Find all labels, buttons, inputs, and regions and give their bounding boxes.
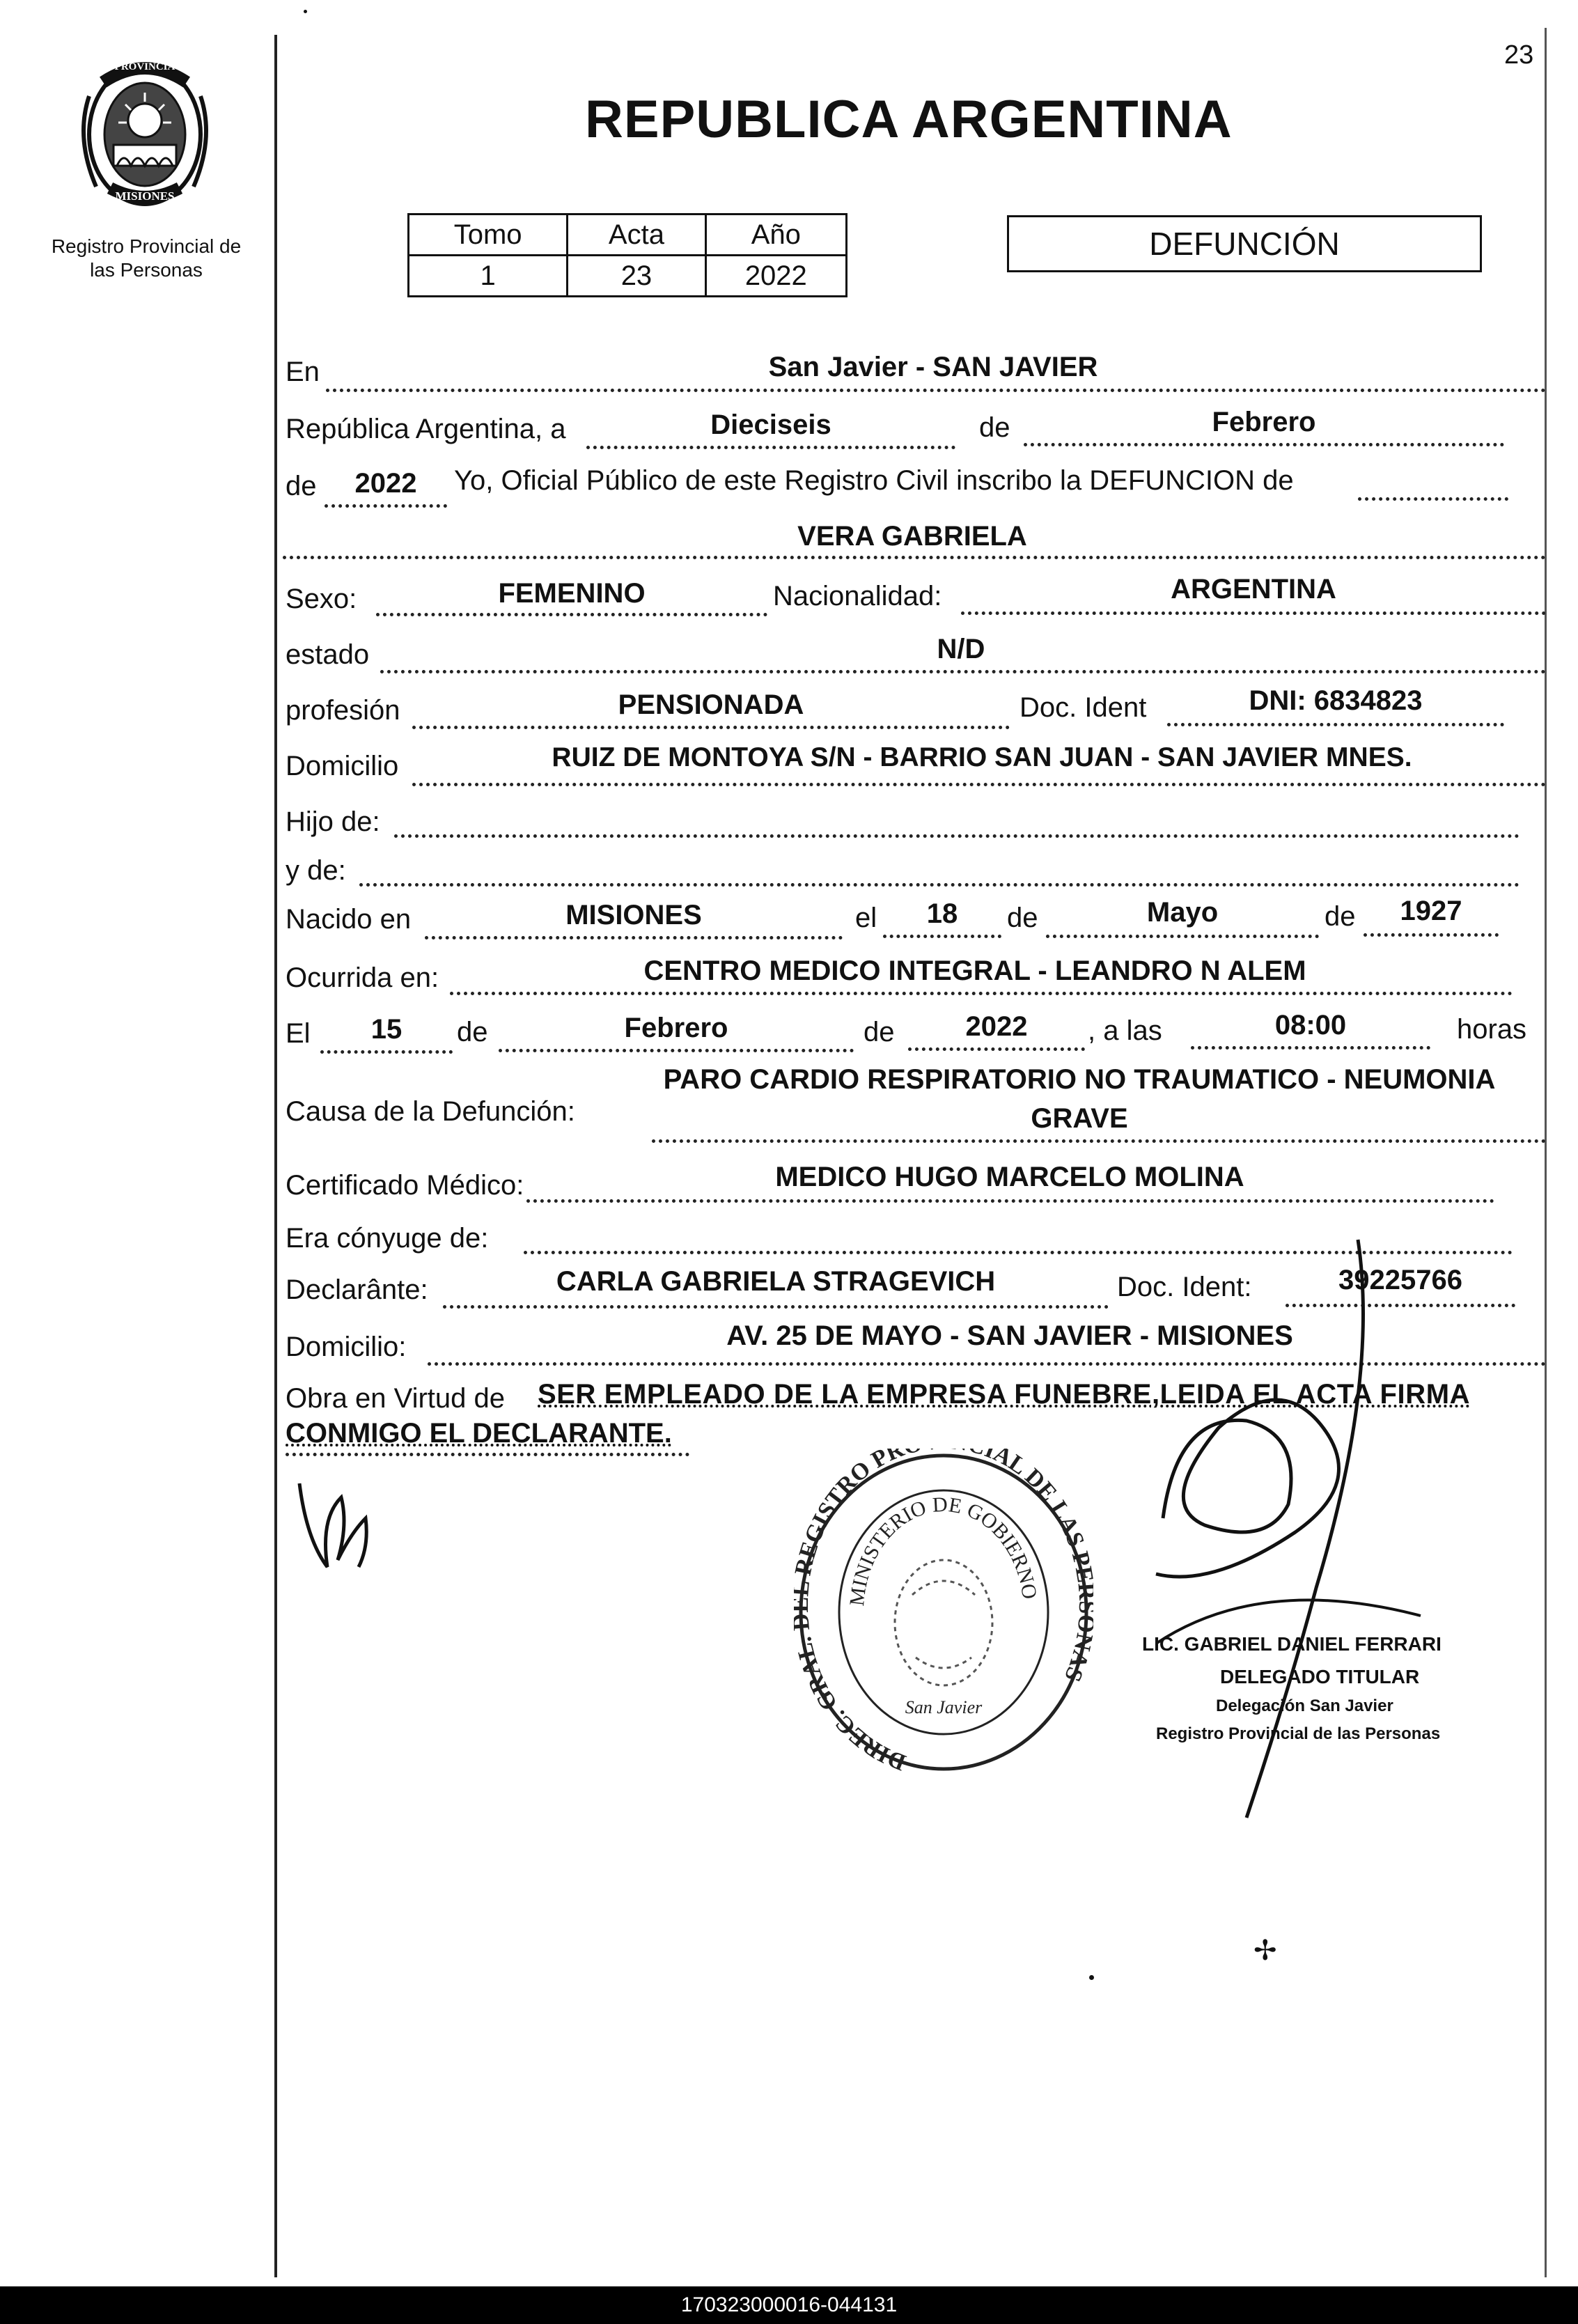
value-decl-domicilio: AV. 25 DE MAYO - SAN JAVIER - MISIONES	[726, 1320, 1293, 1351]
dots-nacionalidad	[961, 611, 1546, 615]
label-republica: República Argentina, a	[286, 414, 566, 444]
label-de-nac2: de	[1325, 901, 1356, 932]
label-nacido-en: Nacido en	[286, 904, 412, 935]
value-anio: 2022	[705, 256, 846, 297]
ink-dot	[304, 10, 307, 13]
value-estado: N/D	[937, 634, 985, 664]
value-oc-mes: Febrero	[624, 1013, 728, 1043]
label-profesion: profesión	[286, 695, 400, 726]
record-type: DEFUNCIÓN	[1149, 226, 1340, 262]
dots-oc-mes	[499, 1049, 854, 1052]
dots-oc-anio	[908, 1047, 1085, 1051]
page-number: 23	[1504, 40, 1534, 70]
dots-nac-anio	[1364, 933, 1499, 937]
label-declarante: Declarânte:	[286, 1274, 428, 1305]
label-hijo-de: Hijo de:	[286, 806, 380, 837]
label-ocurrida-en: Ocurrida en:	[286, 962, 439, 993]
label-conyuge: Era cónyuge de:	[286, 1223, 489, 1254]
label-de-anio: de	[286, 471, 317, 501]
value-oc-hora: 08:00	[1274, 1010, 1347, 1040]
label-el-cap: El	[286, 1018, 311, 1049]
seal-inner-text: MINISTERIO DE GOBIERNO	[845, 1492, 1042, 1607]
dots-nac-dia	[883, 935, 1001, 938]
value-declarante: CARLA GABRIELA STRAGEVICH	[556, 1266, 996, 1297]
header-anio: Año	[705, 215, 846, 256]
value-ocurrida-en: CENTRO MEDICO INTEGRAL - LEANDRO N ALEM	[643, 956, 1306, 986]
declarant-signature	[292, 1469, 383, 1574]
record-table	[407, 213, 847, 297]
value-causa-line1: PARO CARDIO RESPIRATORIO NO TRAUMATICO - NEUMONIA	[663, 1064, 1496, 1095]
registry-name-line1: Registro Provincial de	[51, 235, 242, 257]
footer-code: 170323000016-044131	[0, 2286, 1578, 2324]
logo-text-bottom: MISIONES	[115, 189, 175, 203]
value-nac-anio: 1927	[1400, 896, 1462, 926]
dots-sexo	[376, 613, 767, 616]
dots-causa	[652, 1139, 1546, 1143]
dots-obra	[286, 1453, 689, 1456]
label-de-oc2: de	[864, 1017, 895, 1047]
seal-place: San Javier	[905, 1697, 983, 1717]
dots-certificado	[526, 1199, 1494, 1203]
label-sexo: Sexo:	[286, 584, 357, 614]
dots-hijo-de	[394, 834, 1520, 838]
label-domicilio: Domicilio	[286, 751, 399, 781]
value-acta: 23	[568, 256, 705, 297]
label-de-mes: de	[979, 412, 1010, 443]
value-oc-dia: 15	[370, 1014, 403, 1045]
official-office: Delegación San Javier	[1216, 1697, 1393, 1715]
dots-dni	[1167, 723, 1504, 726]
label-certificado: Certificado Médico:	[286, 1170, 524, 1201]
dots-ocurrida-en	[450, 992, 1513, 995]
label-de-oc1: de	[457, 1017, 488, 1047]
value-mes: Febrero	[1212, 407, 1316, 437]
value-nacionalidad: ARGENTINA	[1171, 574, 1336, 605]
label-obra: Obra en Virtud de	[286, 1383, 506, 1414]
value-nombre: VERA GABRIELA	[797, 521, 1027, 552]
official-name: LIC. GABRIEL DANIEL FERRARI	[1142, 1633, 1442, 1655]
value-lugar: San Javier - SAN JAVIER	[768, 352, 1098, 382]
dots-inscribo	[1358, 497, 1508, 501]
value-dni: DNI: 6834823	[1249, 685, 1423, 716]
official-signature	[1114, 1226, 1504, 1839]
value-certificado: MEDICO HUGO MARCELO MOLINA	[775, 1162, 1244, 1192]
label-domicilio-decl: Domicilio:	[286, 1332, 407, 1362]
dots-dia	[586, 446, 955, 449]
dots-nombre	[283, 556, 1546, 559]
label-nacionalidad: Nacionalidad:	[773, 581, 942, 611]
label-causa: Causa de la Defunción:	[286, 1096, 575, 1127]
ink-mark: ✢	[1253, 1935, 1277, 1966]
dots-oc-dia	[320, 1050, 453, 1054]
value-profesion: PENSIONADA	[618, 689, 804, 720]
dots-nacido-en	[425, 936, 843, 939]
label-doc-ident-decl: Doc. Ident:	[1117, 1272, 1252, 1302]
label-doc-ident: Doc. Ident	[1020, 692, 1147, 723]
logo-text-top: PROVINCIA DE	[114, 61, 175, 84]
label-el: el	[855, 903, 877, 933]
value-dia: Dieciseis	[710, 410, 831, 440]
margin-line	[274, 35, 277, 2277]
registry-name-line2: las Personas	[90, 259, 203, 281]
value-oc-anio: 2022	[965, 1011, 1028, 1042]
value-tomo: 1	[409, 256, 568, 297]
province-logo	[75, 54, 214, 215]
right-margin-line	[1545, 28, 1547, 2277]
value-obra-line1: SER EMPLEADO DE LA EMPRESA FUNEBRE,LEIDA EL ACTA FIRMA	[538, 1379, 1471, 1410]
page-title: REPUBLICA ARGENTINA	[585, 90, 1233, 149]
seal-outer-text: DIREC. GRAL EGISTRO PR IAL DE LAS P AS	[794, 1449, 1093, 1776]
registry-seal	[794, 1449, 1093, 1776]
dots-nac-mes	[1046, 935, 1319, 938]
value-nacido-en: MISIONES	[565, 900, 702, 930]
value-domicilio: RUIZ DE MONTOYA S/N - BARRIO SAN JUAN - SAN JAVIER MNES.	[552, 742, 1412, 772]
official-title: DELEGADO TITULAR	[1220, 1666, 1420, 1687]
dots-lugar	[326, 389, 1546, 392]
value-decl-doc: 39225766	[1338, 1265, 1462, 1295]
header-acta: Acta	[568, 215, 705, 256]
value-obra-line2: CONMIGO EL DECLARANTE.	[286, 1418, 672, 1449]
label-y-de: y de:	[286, 855, 346, 886]
label-de-nac1: de	[1007, 903, 1038, 933]
value-nac-mes: Mayo	[1146, 897, 1219, 928]
header-tomo: Tomo	[409, 215, 568, 256]
label-en: En	[286, 357, 320, 387]
label-horas: horas	[1457, 1014, 1527, 1045]
dots-y-de	[359, 883, 1520, 887]
dots-declarante	[443, 1305, 1109, 1309]
value-causa-line2: GRAVE	[1031, 1103, 1128, 1134]
value-anio: 2022	[354, 468, 417, 499]
svg-text:MINISTERIO DE GOBIERNO	[845, 1493, 1041, 1607]
label-estado: estado	[286, 639, 370, 670]
dots-estado	[380, 670, 1546, 673]
record-type-box	[1007, 215, 1482, 272]
ink-dot	[1089, 1975, 1094, 1980]
official-registry: Registro Provincial de las Personas	[1156, 1724, 1441, 1743]
value-sexo: FEMENINO	[498, 578, 646, 609]
label-inscribo: Yo, Oficial Público de este Registro Civil inscribo la DEFUNCION de	[454, 465, 1294, 496]
dots-domicilio	[412, 783, 1546, 786]
dots-oc-hora	[1191, 1046, 1430, 1050]
dots-mes	[1024, 443, 1504, 446]
label-a-las: , a las	[1088, 1015, 1162, 1046]
dots-anio	[325, 504, 447, 508]
dots-profesion	[412, 726, 1010, 729]
value-nac-dia: 18	[926, 898, 958, 929]
